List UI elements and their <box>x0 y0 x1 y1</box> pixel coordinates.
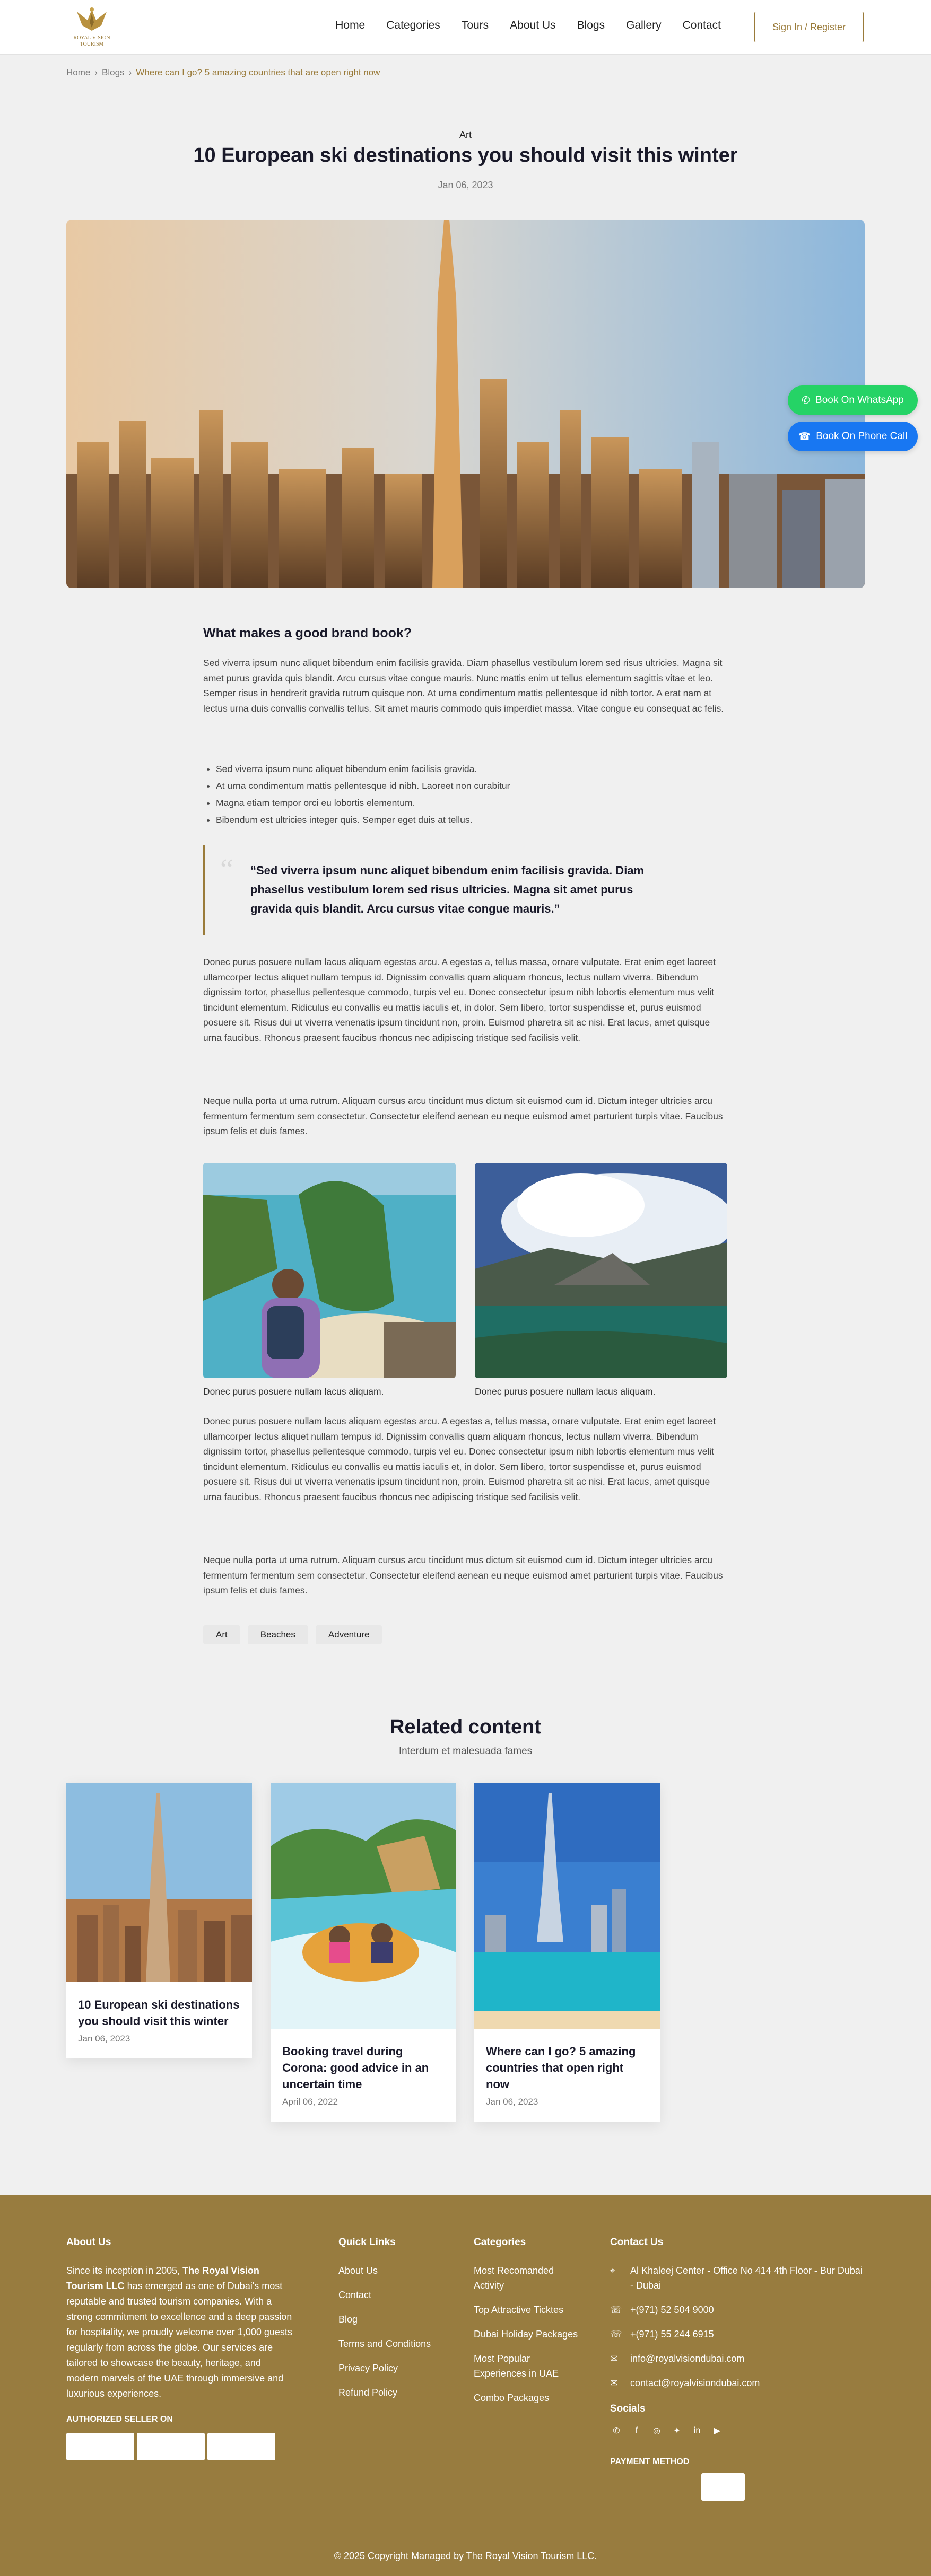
whatsapp-icon[interactable]: ✆ <box>613 2426 620 2435</box>
phone-icon: ☎ <box>798 431 811 442</box>
list-item: • Magna etiam tempor orci eu lobortis elementum. <box>216 794 727 811</box>
main-nav <box>335 19 721 32</box>
related-subtitle: Interdum et malesuada fames <box>398 1746 533 1757</box>
footer-category-link[interactable]: Top Attractive Ticktes <box>474 2305 564 2315</box>
card-image-waterpark <box>271 1783 456 2029</box>
linkedin-icon[interactable]: in <box>693 2426 701 2435</box>
authorized-seller-label: AUTHORIZED SELLER ON <box>66 2415 173 2424</box>
article-date: Jan 06, 2023 <box>438 180 493 190</box>
social-icons <box>610 2424 724 2437</box>
footer-category-link[interactable]: Most Popular Experiences in UAE <box>474 2353 559 2379</box>
article-category[interactable]: Art <box>459 129 472 140</box>
footer-about-heading: About Us <box>66 2237 111 2248</box>
footer-contact-heading: Contact Us <box>610 2237 664 2248</box>
whatsapp-icon: ✆ <box>802 395 811 406</box>
nav-blogs[interactable]: Blogs <box>577 19 605 31</box>
paragraph: Donec purus posuere nullam lacus aliquam egestas arcu. A egestas a, tellus massa, ornare vulputate. Erat enim eget laoreet ullamcorper lectus aliquet nullam tempus id. Dignissim convallis quam aliquam rhoncus, lectus nullam viverra. Bibendum dignissim tortor, phasellus pellentesque commodo, turpis vel eu. Donec consectetur ipsum nibh lobortis elementum mus velit tincidunt elementum. Ridiculus eu convallis eu mattis iaculis et, in dolor. Sem libero, tortor suspendisse et, purus euismod posuere sit. Risus dui ut viverra venenatis ipsum tincidunt non, proin. Euismod pharetra sit ac nisi. Erat lacus, amet quisque urna faucibus. Rhoncus praesent faucibus rhoncus nec adipiscing tristique sed facilisis velit. <box>203 1416 716 1502</box>
breadcrumb-current: Where can I go? 5 amazing countries that are open right now <box>136 67 380 77</box>
payment-method-label: PAYMENT METHOD <box>610 2457 690 2466</box>
tag-adventure[interactable]: Adventure <box>316 1625 382 1644</box>
seller-badge[interactable] <box>137 2433 205 2460</box>
quote-icon: “ <box>220 853 233 886</box>
youtube-icon[interactable]: ▶ <box>714 2426 721 2435</box>
footer-link[interactable]: Blog <box>338 2314 358 2325</box>
paragraph: Donec purus posuere nullam lacus aliquam egestas arcu. A egestas a, tellus massa, ornare vulputate. Erat enim eget laoreet ullamcorper lectus aliquet nullam tempus id. Dignissim convallis quam aliquam rhoncus, lectus nullam viverra. Bibendum dignissim tortor, phasellus pellentesque commodo, turpis vel eu. Donec consectetur ipsum nibh lobortis elementum mus velit tincidunt elementum. Ridiculus eu convallis eu mattis iaculis et, in dolor. Sem libero, tortor suspendisse et, purus euismod posuere sit. Risus dui ut viverra venenatis ipsum tincidunt non, proin. Euismod pharetra sit ac nisi. Erat lacus, amet quisque urna faucibus. Rhoncus praesent faucibus rhoncus nec adipiscing tristique sed facilisis velit. <box>203 957 716 1043</box>
list-item: • Sed viverra ipsum nunc aliquet bibendum enim facilisis gravida. <box>216 760 727 777</box>
site-header <box>0 0 931 55</box>
facebook-icon[interactable]: f <box>635 2426 638 2435</box>
bullet-list <box>203 760 727 828</box>
breadcrumb-blogs[interactable]: Blogs <box>102 67 125 77</box>
seller-badge[interactable] <box>66 2433 134 2460</box>
article-title: 10 European ski destinations you should visit this winter <box>193 144 738 167</box>
related-card[interactable] <box>66 1783 252 2058</box>
footer-link[interactable]: Privacy Policy <box>338 2363 398 2373</box>
paragraph: Sed viverra ipsum nunc aliquet bibendum enim facilisis gravida. Diam phasellus vestibulum lorem sed risus ultricies. Magna sit amet purus gravida quis blandit. Arcu cursus vitae congue mauris. Nunc mattis enim ut tellus elementum sagittis vitae et leo. Semper risus in hendrerit gravida rutrum quisque non. At urna condimentum mattis pellentesque id nibh tortor. A erat nam at lectus urna duis convallis convallis tellus. Sit amet mauris commodo quis imperdiet massa. Vitae congue eu consequat ac felis. <box>203 658 724 714</box>
signin-button[interactable]: Sign In / Register <box>754 12 864 42</box>
mail-icon: ✉ <box>610 2378 619 2388</box>
payment-method-badge <box>701 2473 745 2501</box>
copyright: © 2025 Copyright Managed by The Royal Vision Tourism LLC. <box>334 2551 597 2561</box>
related-card[interactable] <box>271 1783 456 2122</box>
breadcrumb-separator: › <box>128 67 132 77</box>
tag-list <box>203 1625 382 1644</box>
footer-link[interactable]: Refund Policy <box>338 2387 398 2398</box>
breadcrumb-separator: › <box>94 67 98 77</box>
breadcrumb-home[interactable]: Home <box>66 67 91 77</box>
card-image-dubai-pool <box>474 1783 660 2029</box>
footer-quicklinks-heading: Quick Links <box>338 2237 396 2248</box>
list-item: • At urna condimentum mattis pellentesque id nibh. Laoreet non curabitur <box>216 777 727 794</box>
footer-link[interactable]: About Us <box>338 2265 378 2276</box>
contact-list <box>610 2263 865 2400</box>
footer-category-link[interactable]: Most Recomanded Activity <box>474 2265 554 2291</box>
paragraph: Neque nulla porta ut urna rutrum. Aliquam cursus arcu tincidunt mus dictum sit euismod cum id. Dictum integer ultricies arcu fermentum fermentum sem consectetur. Consectetur eleifend aenean eu neque euismod amet parturient turpis vitae. Faucibus ipsum felis et duis fames. <box>203 1096 723 1136</box>
phone-icon: ☏ <box>610 2329 622 2340</box>
contact-item[interactable]: ☏ +(971) 52 504 9000 <box>610 2302 865 2317</box>
blockquote <box>203 845 727 935</box>
instagram-icon[interactable]: ◎ <box>653 2426 660 2435</box>
card-title[interactable]: 10 European ski destinations you should visit this winter <box>78 1998 240 2028</box>
phone-call-button[interactable] <box>788 422 918 451</box>
card-date: Jan 06, 2023 <box>486 2097 538 2107</box>
seller-badge[interactable] <box>207 2433 275 2460</box>
article-photo-cliff <box>203 1163 456 1378</box>
card-date: April 06, 2022 <box>282 2097 338 2107</box>
hero-image <box>66 220 865 588</box>
location-icon: ⌖ <box>610 2265 616 2276</box>
nav-about[interactable]: About Us <box>510 19 556 31</box>
footer-link[interactable]: Contact <box>338 2290 372 2300</box>
quick-links <box>338 2263 460 2409</box>
phone-icon: ☏ <box>610 2305 622 2315</box>
site-footer <box>0 2195 931 2576</box>
card-image-burj <box>66 1783 252 1982</box>
footer-categories-heading: Categories <box>474 2237 526 2248</box>
contact-item[interactable]: ✉ info@royalvisiondubai.com <box>610 2351 865 2366</box>
nav-home[interactable]: Home <box>335 19 366 31</box>
twitter-icon[interactable]: ✦ <box>673 2426 681 2435</box>
article-photo-lake <box>475 1163 727 1378</box>
contact-item[interactable]: ⌖ Al Khaleej Center - Office No 414 4th Floor - Bur Dubai - Dubai <box>610 2263 865 2293</box>
section-heading: What makes a good brand book? <box>203 626 412 641</box>
nav-tours[interactable]: Tours <box>461 19 489 31</box>
footer-about-text: Since its inception in 2005, The Royal Vision Tourism LLC has emerged as one of Dubai's most reputable and trusted tourism companies. With a strong commitment to excellence and a deep passion for hospitality, we proudly welcome over 1,000 guests regularly from across the globe. Our services are tailored to showcase the beauty, heritage, and modern marvels of the UAE through immersive and luxurious experiences. <box>66 2265 292 2399</box>
paragraph: Neque nulla porta ut urna rutrum. Aliquam cursus arcu tincidunt mus dictum sit euismod cum id. Dictum integer ultricies arcu fermentum fermentum sem consectetur. Consectetur eleifend aenean eu neque euismod amet parturient turpis vitae. Faucibus ipsum felis et duis fames. <box>203 1555 723 1596</box>
card-date: Jan 06, 2023 <box>78 2034 130 2044</box>
tag-art[interactable]: Art <box>203 1625 240 1644</box>
socials-heading: Socials <box>610 2403 646 2414</box>
whatsapp-label: Book On WhatsApp <box>815 395 904 406</box>
card-title[interactable]: Booking travel during Corona: good advice in an uncertain time <box>282 2045 429 2091</box>
photo-caption: Donec purus posuere nullam lacus aliquam. <box>203 1386 384 1397</box>
logo-text: ROYAL VISION TOURISM <box>73 35 110 47</box>
nav-categories[interactable]: Categories <box>386 19 440 31</box>
footer-categories <box>474 2263 585 2415</box>
card-title[interactable]: Where can I go? 5 amazing countries that open right now <box>486 2045 636 2091</box>
photo-caption: Donec purus posuere nullam lacus aliquam. <box>475 1386 656 1397</box>
list-item: • Bibendum est ultricies integer quis. Semper eget duis at tellus. <box>216 811 727 828</box>
quote-text: “Sed viverra ipsum nunc aliquet bibendum enim facilisis gravida. Diam phasellus vestibulum lorem sed risus ultricies. Magna sit amet purus gravida quis blandit. Arcu cursus vitae congue mauris.” <box>250 864 645 915</box>
phone-call-label: Book On Phone Call <box>816 431 908 442</box>
nav-gallery[interactable]: Gallery <box>626 19 662 31</box>
related-title: Related content <box>389 1716 542 1738</box>
tag-beaches[interactable]: Beaches <box>248 1625 308 1644</box>
footer-category-link[interactable]: Combo Packages <box>474 2393 550 2403</box>
nav-contact[interactable]: Contact <box>682 19 721 31</box>
whatsapp-button[interactable] <box>788 385 918 415</box>
contact-item[interactable]: ✉ contact@royalvisiondubai.com <box>610 2376 865 2390</box>
mail-icon: ✉ <box>610 2353 619 2364</box>
related-card[interactable] <box>474 1783 660 2122</box>
contact-item[interactable]: ☏ +(971) 55 244 6915 <box>610 2327 865 2342</box>
footer-link[interactable]: Terms and Conditions <box>338 2338 431 2349</box>
footer-category-link[interactable]: Dubai Holiday Packages <box>474 2329 578 2340</box>
breadcrumb <box>66 67 380 78</box>
